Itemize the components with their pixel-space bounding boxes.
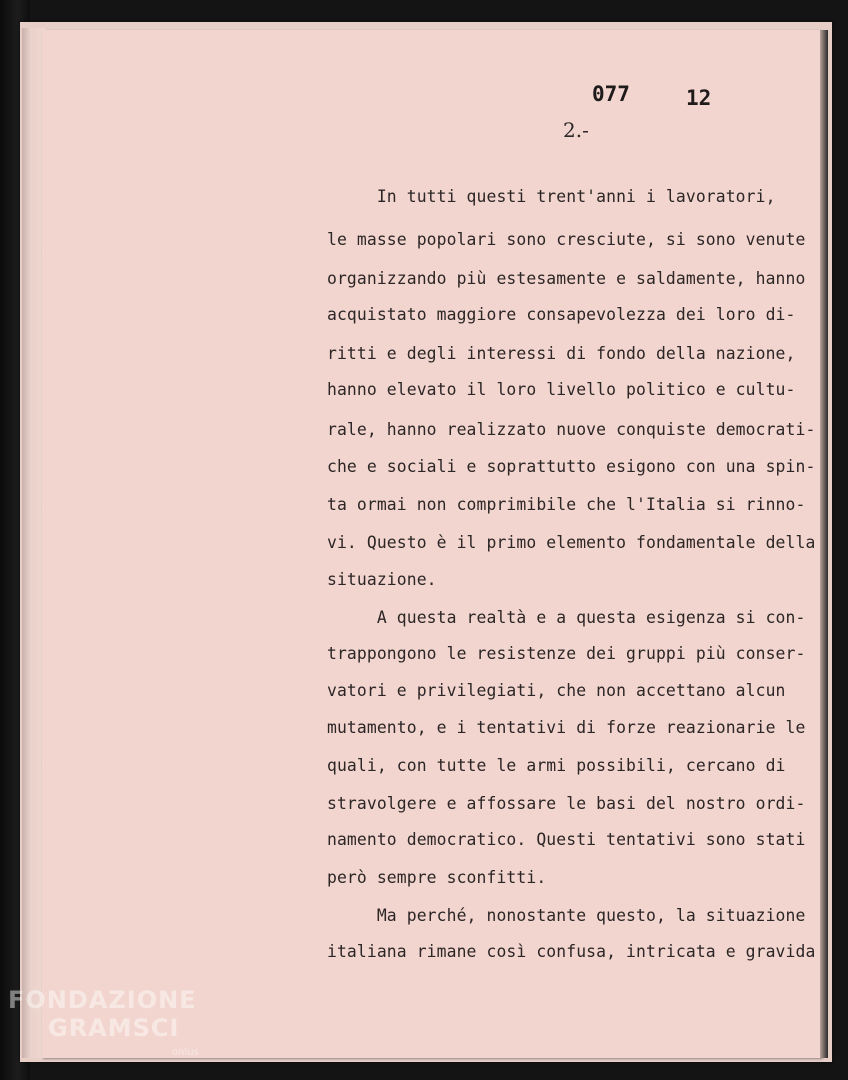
- text-line: organizzando più estesamente e saldamente, hanno: [327, 269, 806, 288]
- text-line: stravolgere e affossare le basi del nostro ordi-: [327, 794, 806, 813]
- watermark-line-1: FONDAZIONE: [8, 986, 197, 1014]
- text-line: quali, con tutte le armi possibili, cercano di: [327, 756, 786, 775]
- text-line: In tutti questi trent'anni i lavoratori,: [327, 187, 776, 206]
- text-line: trappongono le resistenze dei gruppi più conser-: [327, 644, 806, 663]
- text-line: mutamento, e i tentativi di forze reazionarie le: [327, 718, 806, 737]
- watermark-logo: [8, 986, 197, 1014]
- watermark-line-3: onlus: [172, 1047, 199, 1058]
- text-line: Ma perché, nonostante questo, la situazione: [327, 906, 806, 925]
- text-line: situazione.: [327, 570, 437, 589]
- page-marker: 2.-: [563, 118, 589, 142]
- text-line: rale, hanno realizzato nuove conquiste democrati-: [327, 420, 816, 439]
- page-number: 12: [686, 86, 712, 110]
- text-line: vi. Questo è il primo elemento fondamentale della: [327, 533, 816, 552]
- page-edge-shadow: [820, 30, 828, 1058]
- text-line: ta ormai non comprimibile che l'Italia si rinno-: [327, 495, 806, 514]
- text-line: acquistato maggiore consapevolezza dei loro di-: [327, 305, 796, 324]
- text-line: italiana rimane così confusa, intricata e gravida: [327, 942, 816, 961]
- text-line: namento democratico. Questi tentativi sono stati: [327, 830, 806, 849]
- text-line: hanno elevato il loro livello politico e cultu-: [327, 380, 796, 399]
- folio-number: 077: [592, 82, 630, 106]
- text-line: però sempre sconfitti.: [327, 868, 547, 887]
- watermark-logo-2: [8, 1014, 179, 1042]
- text-line: A questa realtà e a questa esigenza si con-: [327, 608, 806, 627]
- text-line: ritti e degli interessi di fondo della nazione,: [327, 344, 796, 363]
- text-line: vatori e privilegiati, che non accettano alcun: [327, 681, 786, 700]
- text-line: le masse popolari sono cresciute, si sono venute: [327, 230, 806, 249]
- text-line: che e sociali e soprattutto esigono con una spin-: [327, 457, 816, 476]
- watermark-line-2: GRAMSCI: [48, 1014, 180, 1042]
